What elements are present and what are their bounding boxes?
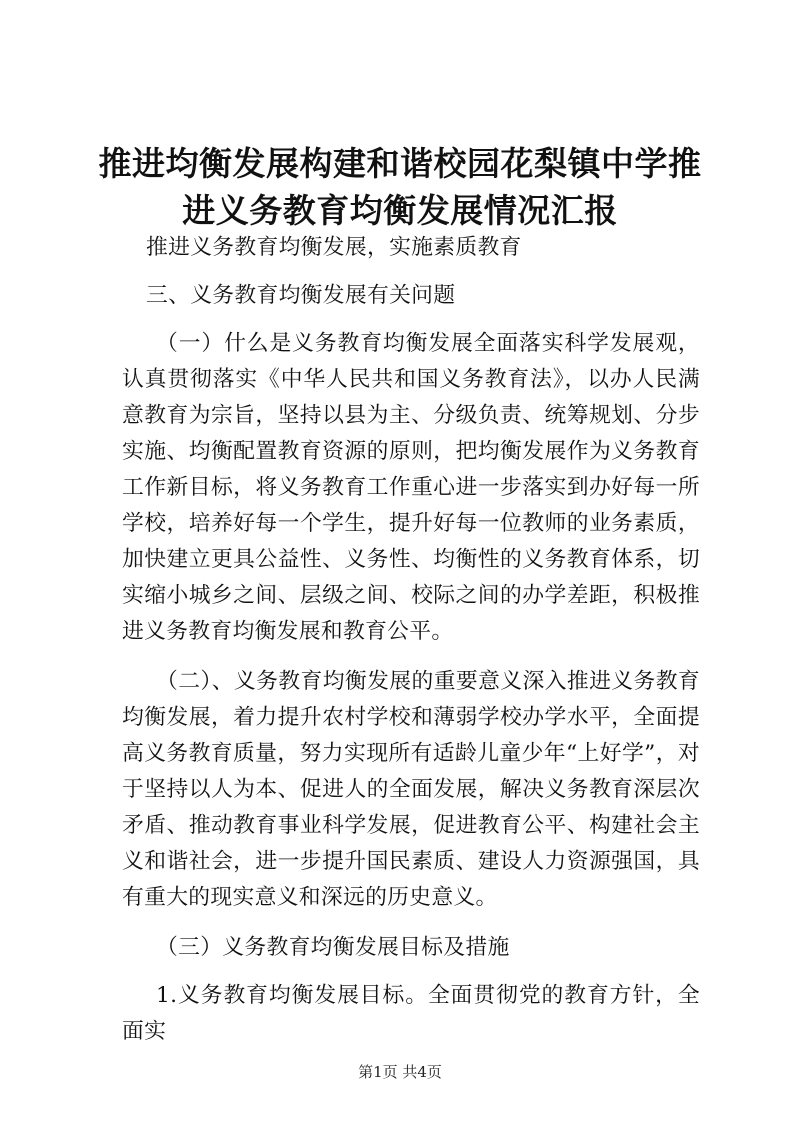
paragraph-3: （一）什么是义务教育均衡发展全面落实科学发展观，认真贯彻落实《中华人民共和国义务教育法》，以办人民满意教育为宗旨，坚持以县为主、分级负责、统筹规划、分步实施、均衡配置教育资源的原则，把均衡发展作为义务教育工作新目标，将义务教育工作重心进一步落实到办好每一所学校，培养好每一个学生，提升好每一位教师的业务素质，加快建立更具公益性、义务性、均衡性的义务教育体系，切实缩小城乡之间、层级之间、校际之间的办学差距，积极推进义务教育均衡发展和教育公平。 [122,331,700,644]
paragraph-6: 1.义务教育均衡发展目标。全面贯彻党的教育方针，全面实 [122,983,700,1044]
paragraph-1: 推进义务教育均衡发展，实施素质教育 [146,235,522,260]
document-title: 推进均衡发展构建和谐校园花梨镇中学推进义务教育均衡发展情况汇报 [98,144,702,230]
paragraph-4: （二）、义务教育均衡发展的重要意义深入推进义务教育均衡发展，着力提升农村学校和薄弱学校办学水平，全面提高义务教育质量，努力实现所有适龄儿童少年“上好学”，对于坚持以人为本、促进人的全面发展，解决义务教育深层次矛盾、推动教育事业科学发展，促进教育公平、构建社会主义和谐社会，进一步提升国民素质、建设人力资源强国，具有重大的现实意义和深远的历史意义。 [122,669,700,910]
paragraph-2: 三、义务教育均衡发展有关问题 [146,283,456,308]
page-footer: 第1页 共4页 [358,1063,442,1081]
paragraph-5: （三）义务教育均衡发展目标及措施 [156,935,510,960]
document-body [122,230,700,1050]
